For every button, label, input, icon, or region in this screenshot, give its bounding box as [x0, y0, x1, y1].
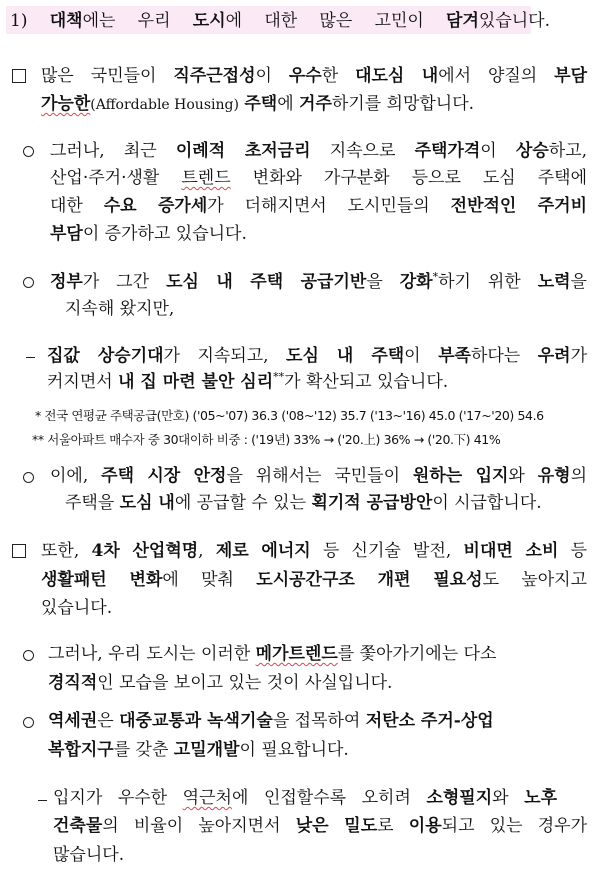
footnote-2: ** 서울아파트 매수자 중 30대이하 비중 : ('19년) 33% → ('20.上) 36% → ('20.下) 41%	[32, 432, 501, 447]
bullet-circle	[23, 717, 34, 728]
item-1-line-2: 커지면서 내 집 마련 불안 심리**가 확산되고 있습니다.	[47, 370, 449, 392]
checkbox-section-1	[12, 69, 26, 83]
para-1-line-1: 그러나, 최근 이례적 초저금리 지속으로 주택가격이 상승하고,	[50, 141, 588, 161]
section-2-line-2: 생활패턴 변화에 맞춰 도시공간구조 개편 필요성도 높아지고	[41, 570, 588, 590]
para-5-line-1: 역세권은 대중교통과 녹색기술을 접목하여 저탄소 주거-상업	[48, 711, 494, 731]
para-1-line-3: 대한 수요 증가세가 더해지면서 도시민들의 전반적인 주거비	[50, 196, 588, 216]
para-2-line-2: 지속해 왔지만,	[65, 299, 175, 319]
section-2-line-3: 있습니다.	[41, 598, 113, 618]
section-1-line-1: 많은 국민들이 직주근접성이 우수한 대도심 내에서 양질의 부담	[41, 66, 588, 86]
bullet-circle	[23, 277, 34, 288]
item-2-line-1: 입지가 우수한 역근처에 인접할수록 오히려 소형필지와 노후	[53, 788, 558, 808]
heading-bold: 대책	[49, 11, 83, 31]
item-2-line-2: 건축물의 비율이 높아지면서 낮은 밀도로 이용되고 있는 경우가	[53, 816, 588, 836]
para-4-line-2: 경직적인 모습을 보이고 있는 것이 사실입니다.	[48, 673, 393, 693]
bullet-circle	[23, 146, 34, 157]
section-2-line-1: 또한, 4차 산업혁명, 제로 에너지 등 신기술 발전, 비대면 소비 등	[41, 541, 588, 561]
para-1-line-2: 산업·주거·생활 트렌드 변화와 가구분화 등으로 도심 주택에	[50, 168, 587, 188]
para-4-line-1: 그러나, 우리 도시는 이러한 메가트렌드를 쫓아가기에는 다소	[48, 644, 497, 664]
item-1-line-1: 집값 상승기대가 지속되고, 도심 내 주택이 부족하다는 우려가	[47, 346, 588, 366]
para-5-line-2: 복합지구를 갖춘 고밀개발이 필요합니다.	[48, 740, 349, 760]
para-3-line-2: 주택을 도심 내에 공급할 수 있는 획기적 공급방안이 시급합니다.	[65, 493, 542, 513]
item-2-line-3: 많습니다.	[53, 845, 125, 865]
bullet-circle	[23, 472, 34, 483]
section-1-line-2: 가능한(Affordable Housing) 주택에 거주하기를 희망합니다.	[41, 94, 475, 114]
checkbox-section-2	[12, 544, 26, 558]
para-1-line-4: 부담이 증가하고 있습니다.	[50, 224, 247, 244]
bullet-dash	[26, 357, 35, 358]
heading-line: 1) 대책에는 우리 도시에 대한 많은 고민이 담겨있습니다.	[10, 11, 550, 31]
bullet-dash	[38, 800, 47, 801]
para-3-line-1: 이에, 주택 시장 안정을 위해서는 국민들이 원하는 입지와 유형의	[50, 466, 588, 486]
footnote-1: * 전국 연평균 주택공급(만호) ('05~'07) 36.3 ('08~'12) 35.7 ('13~'16) 45.0 ('17~'20) 54.6	[35, 408, 544, 423]
bullet-circle	[23, 650, 34, 661]
para-2-line-1: 정부가 그간 도심 내 주택 공급기반을 강화*하기 위한 노력을	[50, 270, 587, 292]
